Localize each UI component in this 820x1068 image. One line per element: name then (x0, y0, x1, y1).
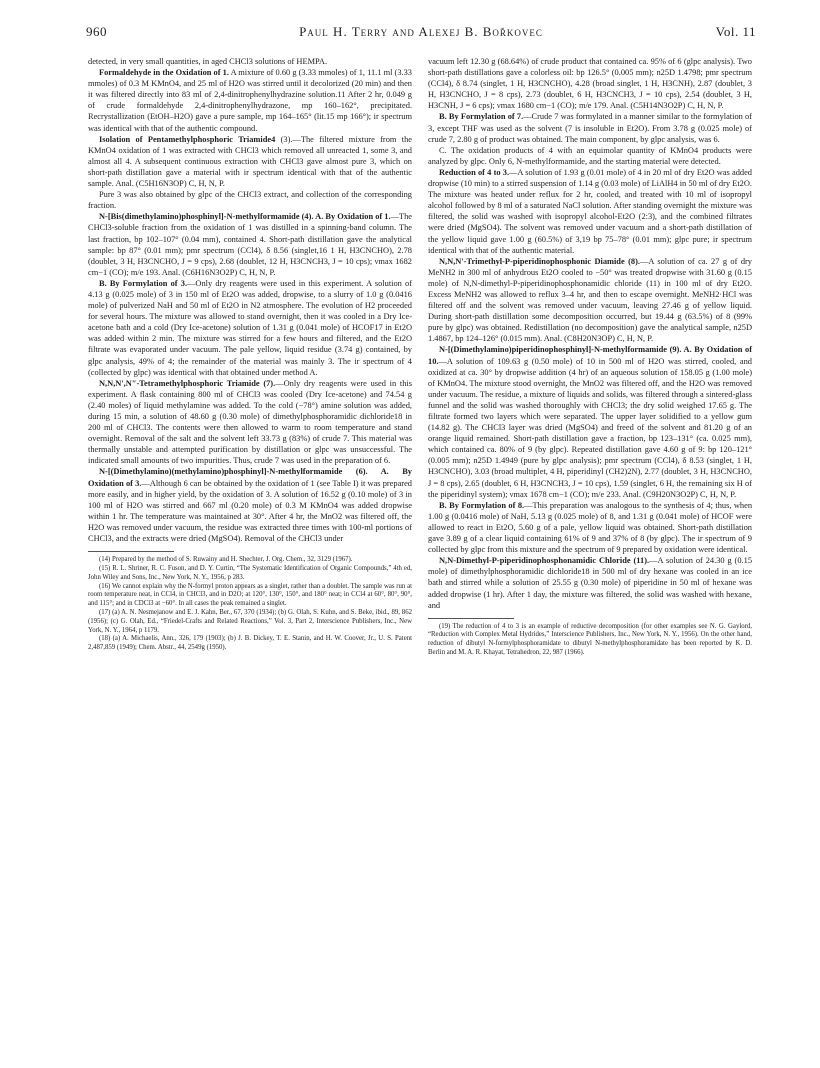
section-heading: Reduction of 4 to 3. (439, 167, 510, 177)
footnotes (428, 623, 752, 658)
paragraph: N-[(Dimethylamino)piperidinophosphinyl]-N-methylformamide (9). A. By Oxidation of 10.—A solution of 109.63 g (0.50 mole) of 10 in 500 ml of H2O was stirred, cooled, and oxidized at ca. 30° by dropwise addition (4 hr) of an aqueous solution of 158.05 g (1.00 mole) of KMnO4. The mixture stood overnight, the MnO2 was filtered off, and the H2O was removed under vacuum. The residue, a mixture of liquids and solids, was filtered through a sintered-glass funnel and the solid was washed thoroughly with CHCl3; the dry solid weighed 17.65 g. The filtrate formed two layers which were separated. The upper layer solidified to a yellow gum (14.82 g). The CHCl3 layer was dried (MgSO4) and freed of the solvent and 81.20 g of an orange liquid remained. Short-path distillation gave a fraction, bp 123–131° (ca. 0.025 mm), which contained ca. 80% of 9 (by glpc). Repeated distillation gave 4.60 g of 9: bp 120–121° (0.005 mm); n25D 1.4949 (pure by glpc analysis); pmr spectrum (CCl4), δ 8.53 (singlet, 1 H, H3CNCHO), 3.03 (broad multiplet, 4 H, piperidinyl (CH2)2N), 2.77 (doublet, 3 H, H3CNCHO, J = 8 cps), 2.65 (doublet, 6 H, H3CNCH3, J = 10 cps), 1.59 (singlet, 6 H, the remaining six H of the piperidinyl system); νmax 1678 cm−1 (CO); m/e 233. Anal. (C9H20N3O2P) C, H, N, P. (428, 345, 752, 499)
section-heading: N-[Bis(dimethylamino)phosphinyl]-N-methylformamide (4). A. By Oxidation of 1. (99, 212, 391, 222)
paragraph: B. By Formylation of 8.—This preparation was analogous to the synthesis of 4; thus, when 1.00 g (0.0416 mole) of NaH, 5.13 g (0.025 mole) of 8, and 1.31 g (0.041 mole) of HCOF were allowed to react in Et2O, 5.60 g of a pale, yellow liquid was obtained. Short-path distillation gave 3.89 g of a clear liquid containing 61% of 9 and 37% of 8 (by glpc). The ir spectrum of 9 collected by glpc from this mixture and the spectrum of 9 prepared by oxidation were identical. (428, 500, 753, 555)
paragraph: vacuum left 12.30 g (68.64%) of crude product that contained ca. 95% of 6 (glpc analysis). Two short-path distillations gave a colorless oil: bp 126.5° (0.005 mm); n25D 1.4798; pmr spectrum (CCl4), δ 8.74 (singlet, 1 H, H3CNCHO), 4.28 (broad singlet, 1 H, H3CNH), 2.87 (doublet, 3 H, H3CNCHO, J = 8 cps), 2.73 (doublet, 6 H, H3CNCH3, J = 10 cps), 2.54 (doublet, 3 H, H3CNH, J = 6 cps); νmax 1680 cm−1 (CO); m/e 179. Anal. (C5H14N3O2P) C, H, N, P. (428, 57, 752, 111)
footnote-rule (88, 551, 174, 552)
section-heading: B. By Formylation of 7. (439, 112, 524, 122)
section-heading: N-[(Dimethylamino)piperidinophosphinyl]-N-methylformamide (9). A. By Oxidation of 10. (428, 345, 752, 366)
paragraph: B. By Formylation of 3.—Only dry reagents were used in this experiment. A solution of 4.13 g (0.025 mole) of 3 in 150 ml of Et2O was added, dropwise, to a slurry of 1.0 g (0.0416 mole) of pulverized NaH and 50 ml of Et2O in N2 atmosphere. The evolution of H2 proceeded for several hours. The mixture was allowed to stand overnight, then it was cooled in a Dry Ice-acetone bath and a cold (Dry Ice-acetone) solution of 1.31 g (0.041 mole) of HCOF17 in Et2O was added within 2 min. The mixture was stirred for a few hours and filtered, and the Et2O filtrate was evaporated under vacuum. The pale yellow, liquid residue (3.74 g) contained, by glpc analysis, 49% of 4; the remainder of the material was mainly 3. The ir spectrum of 4 (collected by glpc) was identical with that obtained under method A. (88, 278, 412, 377)
page-header (86, 24, 756, 46)
section-heading: Isolation of Pentamethylphosphoric Triamide4 (99, 134, 276, 144)
footnote: (17) (a) A. N. Nesmejanow and E. J. Kahn, Ber., 67, 370 (1934); (b) G. Olah, S. Kuhn, and S. Beke, ibid., 89, 862 (1956); (c) G. Olah, Ed., “Friedel-Crafts and Related Reactions,” Vol. 3, Part 2, Interscience Publishers, Inc., New York, N. Y., 1964, p 1179. (88, 608, 412, 634)
paragraph: Pure 3 was also obtained by glpc of the CHCl3 extract, and collection of the corresponding fraction. (88, 190, 412, 211)
footnote: (15) R. L. Shriner, R. C. Fuson, and D. Y. Curtin, “The Systematic Identification of Organic Compounds,” 4th ed, John Wiley and Sons, Inc., New York, N. Y., 1956, p 283. (88, 564, 412, 581)
left-column (88, 56, 412, 653)
footnote: (14) Prepared by the method of S. Ruwainy and H. Shechter, J. Org. Chem., 32, 3129 (1967). (99, 556, 353, 564)
section-heading: Formaldehyde in the Oxidation of 1. (99, 68, 229, 78)
paragraph: C. The oxidation products of 4 with an equimolar quantity of KMnO4 products were analyzed by glpc. Only 6, N-methylformamide, and the starting material were detected. (428, 145, 752, 166)
paragraph: Formaldehyde in the Oxidation of 1. A mixture of 0.60 g (3.33 mmoles) of 1, 11.1 ml (3.33 mmoles) of 0.3 M KMnO4, and 25 ml of H2O was stirred until it decolorized (20 min) and then it was filtered directly into 83 ml of 2,4-dinitrophenylhydrazine solution.11 After 2 hr, 0.049 g of crude formaldehyde 2,4-dinitrophenylhydrazone, mp 160–162°, precipitated. Recrystallization (EtOH–H2O) gave a pure sample, mp 164–165° (lit.15 mp 166°); ir spectrum was identical with that of the authentic compound. (88, 68, 412, 133)
section-heading: N,N-Dimethyl-P-piperidinophosphonamidic Chloride (11). (439, 556, 650, 566)
paragraph: N,N-Dimethyl-P-piperidinophosphonamidic Chloride (11).—A solution of 24.30 g (0.15 mole) of dimethylphosphoramidic dichloride18 in 500 ml of dry hexane was cooled in an ice bath and stirred while a solution of 25.55 g (0.30 mole) of piperidine in 50 ml of hexane was added dropwise (1 hr). After 1 day, the mixture was filtered, the solid was washed with hexane, and (428, 556, 753, 610)
section-heading: N,N,N′,N″-Tetramethylphosphoric Triamide (7). (99, 378, 276, 388)
running-title: Paul H. Terry and Alexej B. Bořkovec (299, 24, 543, 39)
volume-label: Vol. 11 (715, 24, 756, 39)
paragraph: Isolation of Pentamethylphosphoric Triamide4 (3).—The filtered mixture from the KMnO4 oxidation of 1 was extracted with CHCl3 which removed all unreacted 1, some 3, and almost all 4. A subsequent continuous extraction with CHCl3 gave almost pure 3, which on short-path distillation gave a material with ir spectrum identical with that of the authentic sample. Anal. (C5H16N3OP) C, H, N, P. (88, 134, 412, 189)
footnote: (19) The reduction of 4 to 3 is an example of reductive decomposition (for other examples see N. G. Gaylord, “Reduction with Complex Metal Hydrides,” Interscience Publishers, Inc., New York, N. Y., 1956). On the other hand, reduction of dibutyl N-formylphosphoramidate to dibutyl N-methylphosphoramidate has been reported by K. D. Berlin and M. A. R. Khayat, Tetrahedron, 22, 987 (1966). (428, 622, 752, 657)
paragraph: N,N,N′-Trimethyl-P-piperidinophosphonic Diamide (8).—A solution of ca. 27 g of dry MeNH2 in 300 ml of anhydrous Et2O cooled to −50° was treated dropwise with 31.60 g (0.15 mole) of N,N-dimethyl-P-piperidinophosphonamidic chloride (11) in 100 ml of dry Et2O. Excess MeNH2 was allowed to reflux 3–4 hr, and then to escape overnight. MeNH2·HCl was filtered off and the solvent was removed under vacuum, leaving 27.46 g of yellow liquid. During short-path distillation some decomposition occurred, but 19.44 g (63.5%) of 8 (99% pure by glpc) was obtained. Redistillation (no decomposition) gave the analytical sample, n25D 1.4867, bp 124–126° (0.015 mm). Anal. (C8H20N3OP) C, H, N, P. (428, 256, 752, 344)
paragraph: B. By Formylation of 7.—Crude 7 was formylated in a manner similar to the formylation of 3, except THF was used as the solvent (7 is insoluble in Et2O). From 3.78 g (0.025 mole) of crude 7, 2.80 g of product was obtained. The main component, by glpc analysis, was 6. (428, 112, 753, 144)
section-heading: B. By Formylation of 3. (99, 278, 188, 288)
paragraph: N-[Bis(dimethylamino)phosphinyl]-N-methylformamide (4). A. By Oxidation of 1.—The CHCl3-soluble fraction from the oxidation of 1 was distilled in a spinning-band column. The last fraction, bp 102–107° (0.04 mm), contained 4. Short-path distillation gave the analytical sample: bp 87° (0.01 mm); pmr spectrum (CCl4), δ 8.56 (singlet,16 1 H, H3CNCHO), 2.78 (doublet, 3 H, H3CNCHO, J = 9 cps), 2.68 (doublet, 12 H, H3CNCH3, J = 10 cps); νmax 1682 cm−1 (CO); m/e 193. Anal. (C6H16N3O2P) C, H, N, P. (88, 212, 412, 277)
section-heading: N-[(Dimethylamino)(methylamino)phosphinyl]-N-methylformamide (6). A. By Oxidation of 3. (88, 467, 412, 488)
footnote: (18) (a) A. Michaelis, Ann., 326, 179 (1903); (b) J. B. Dickey, T. E. Stanin, and H. W. Coover, Jr., U. S. Patent 2,487,859 (1949); Chem. Abstr., 44, 2549g (1950). (88, 635, 412, 652)
paragraph: N,N,N′,N″-Tetramethylphosphoric Triamide (7).—Only dry reagents were used in this experiment. A flask containing 800 ml of CHCl3 was cooled (Dry Ice-acetone) and 74.54 g (2.40 moles) of liquid methylamine was added. To the cold (−78°) amine solution was added, during 15 min, a solution of 48.60 g (0.30 mole) of dimethylphosphoramidic dichloride18 in 200 ml of CHCl3. The contents were then allowed to warm to room temperature and stand overnight. Removal of the salt and the solvent left 33.73 g (83%) of crude 7. This material was thermally unstable and attempted purification by distillation or glpc was unsuccessful. The indicated small amounts of two impurities. Thus, crude 7 was used in the preparation of 6. (88, 378, 413, 466)
paragraph: Reduction of 4 to 3.—A solution of 1.93 g (0.01 mole) of 4 in 20 ml of dry Et2O was added dropwise (10 min) to a stirred suspension of 1.14 g (0.03 mole) of LiAlH4 in 50 ml of dry Et2O. The mixture was heated under reflux for 2 hr, cooled, and treated with 10 ml of isopropyl alcohol followed by 8 ml of a saturated NaCl solution. After standing overnight the mixture was filtered, the solid was washed with isopropyl alcohol-Et2O (2:3), and the combined filtrates were dried (MgSO4). The solvent was removed under vacuum and a short-path distillation of the yellow liquid gave 1.00 g (60.5%) of 3,19 bp 75–78° (0.01 mm); glpc pure; ir spectrum identical with that of the authentic material. (428, 167, 752, 255)
paragraph: N-[(Dimethylamino)(methylamino)phosphinyl]-N-methylformamide (6). A. By Oxidation of 3.—Although 6 can be obtained by the oxidation of 1 (see Table I) it was prepared more easily, and in higher yield, by the oxidation of 3. A solution of 16.52 g (0.10 mole) of 3 in 100 ml of H2O was stirred and 667 ml (0.20 mole) of 0.3 M KMnO4 was added dropwise within 1 hr. The temperature was maintained at 30°. After 4 hr, the MnO2 was filtered off, the H2O was removed under vacuum, the residue was extracted three times with 100-ml portions of CHCl3, and the extracts were dried (MgSO4). Removal of the CHCl3 under (88, 467, 412, 544)
section-heading: N,N,N′-Trimethyl-P-piperidinophosphonic Diamide (8). (439, 256, 640, 266)
right-column (428, 56, 752, 658)
section-heading: B. By Formylation of 8. (439, 500, 525, 510)
footnote-rule (428, 618, 514, 619)
footnotes (88, 556, 412, 653)
paragraph: detected, in very small quantities, in aged CHCl3 solutions of HEMPA. (88, 57, 328, 66)
footnote: (16) We cannot explain why the N-formyl proton appears as a singlet, rather than a doublet. The sample was run at room temperature neat, in CCl4, in CHCl3, and in D2O; at 120°, 130°, 150°, and 180° neat; in CCl4 at 60°, 80°, 90°, and 115°; and in CDCl3 at −60°. In all cases the peak remained a singlet. (88, 582, 412, 608)
page-number: 960 (86, 24, 107, 39)
